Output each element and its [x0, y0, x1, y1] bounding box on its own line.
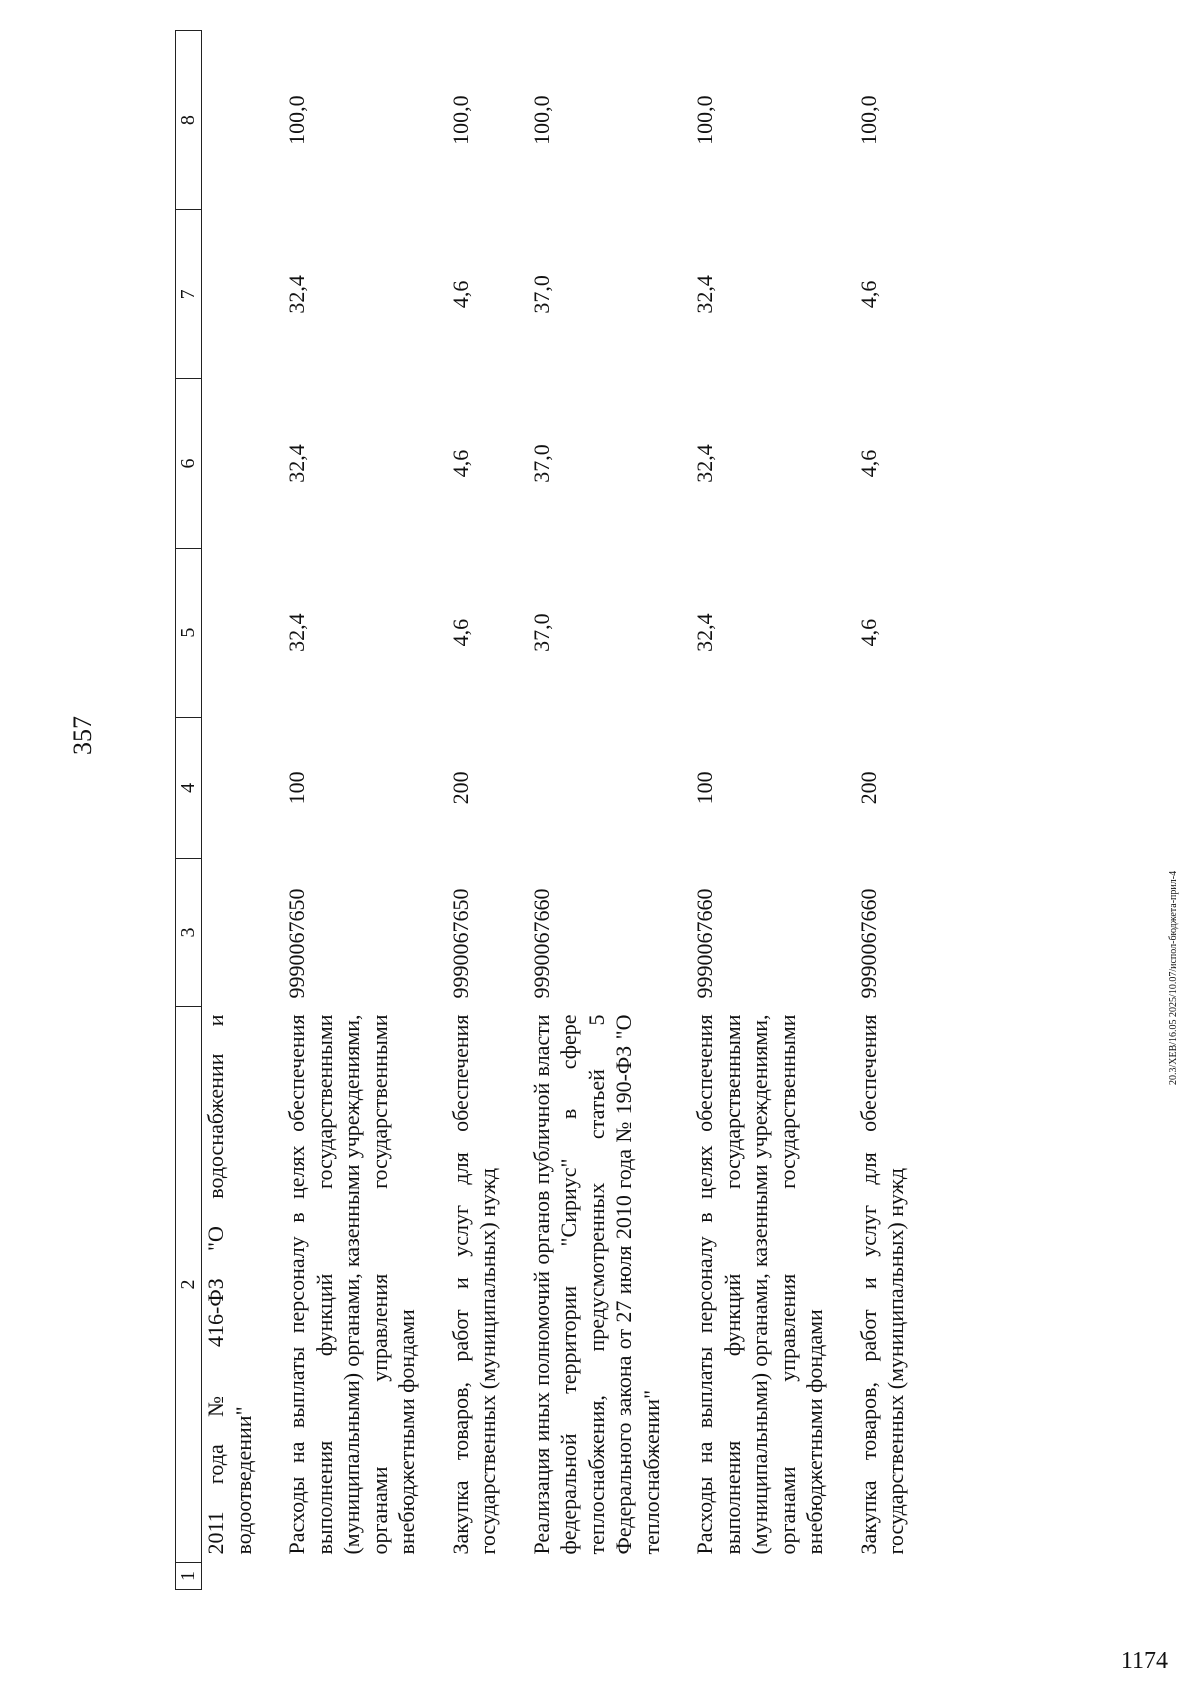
row-number	[275, 1563, 439, 1590]
row-percent: 100,0	[692, 95, 717, 145]
table-row	[202, 31, 276, 1590]
row-expense-type: 200	[447, 771, 473, 805]
row-number	[520, 1563, 684, 1590]
header-cell: 3	[176, 859, 202, 1007]
row-number	[202, 1563, 276, 1590]
row-percent: 100,0	[284, 95, 309, 145]
row-value-5: 32,4	[284, 613, 309, 652]
row-percent	[202, 31, 276, 210]
row-expense-type	[520, 717, 684, 858]
row-value-6: 32,4	[692, 444, 717, 483]
row-description: Реализация иных полномочий органов публичной власти федеральной территории "Сириус" в сфере теплоснабжения, предусмотренных статьей 5 Федерального закона от 27 июля 2010 года № 190-ФЗ "О теплоснабжении"	[528, 1014, 664, 1555]
row-target-code: 9990067650	[447, 888, 473, 999]
row-percent: 100,0	[447, 95, 473, 145]
table-row	[683, 31, 847, 1590]
row-target-code: 9990067660	[855, 888, 881, 999]
row-description: 2011 года № 416-ФЗ "О водоснабжении и водоотведении"	[203, 1014, 256, 1555]
table-row	[520, 31, 684, 1590]
row-target-code	[202, 859, 276, 1007]
row-number	[847, 1563, 928, 1590]
header-cell: 8	[176, 31, 202, 210]
row-value-5: 4,6	[855, 618, 881, 647]
row-value-5: 37,0	[528, 613, 554, 652]
budget-sheet	[175, 30, 995, 1590]
row-value-5: 4,6	[447, 618, 473, 647]
row-expense-type: 100	[692, 771, 717, 805]
header-cell: 6	[176, 379, 202, 548]
row-description: Закупка товаров, работ и услуг для обеспечения государственных (муниципальных) нужд	[447, 1014, 500, 1555]
header-cell: 2	[176, 1006, 202, 1562]
row-value-7: 4,6	[855, 280, 881, 309]
header-cell: 7	[176, 210, 202, 379]
table-row	[847, 31, 928, 1590]
table-row	[439, 31, 520, 1590]
row-value-6: 4,6	[447, 449, 473, 478]
row-target-code: 9990067650	[284, 888, 309, 999]
row-percent: 100,0	[528, 95, 554, 145]
row-value-7: 37,0	[528, 275, 554, 314]
row-description: Расходы на выплаты персоналу в целях обеспечения выполнения функций государственными (муниципальными) органами, казенными учреждениями, органами управления государственными внебюджетными фондами	[284, 1014, 419, 1555]
row-value-6: 37,0	[528, 444, 554, 483]
header-cell: 4	[176, 717, 202, 858]
row-value-7: 4,6	[447, 280, 473, 309]
row-target-code: 9990067660	[692, 888, 717, 999]
row-description: Расходы на выплаты персоналу в целях обеспечения выполнения функций государственными (муниципальными) органами, казенными учреждениями, органами управления государственными внебюджетными фондами	[692, 1014, 827, 1555]
row-value-7: 32,4	[284, 275, 309, 314]
row-percent: 100,0	[855, 95, 881, 145]
row-number	[439, 1563, 520, 1590]
row-expense-type: 100	[284, 771, 309, 805]
row-target-code: 9990067660	[528, 888, 554, 999]
row-value-7	[202, 210, 276, 379]
row-value-6	[202, 379, 276, 548]
footer-document-code: 20.3/ХЕВ/16.05 2025/10.07/испол-бюджета-прил-4	[1168, 870, 1179, 1085]
page-top-number: 357	[68, 716, 97, 755]
row-value-7: 32,4	[692, 275, 717, 314]
row-expense-type	[202, 717, 276, 858]
row-value-5: 32,4	[692, 613, 717, 652]
table-row	[275, 31, 439, 1590]
row-number	[683, 1563, 847, 1590]
row-value-5	[202, 548, 276, 717]
row-value-6: 4,6	[855, 449, 881, 478]
row-value-6: 32,4	[284, 444, 309, 483]
budget-table	[175, 30, 928, 1590]
header-cell: 1	[176, 1563, 202, 1590]
page-bottom-number: 1174	[1120, 1648, 1168, 1674]
header-cell: 5	[176, 548, 202, 717]
row-expense-type: 200	[855, 771, 881, 805]
header-row	[176, 31, 202, 1590]
row-description: Закупка товаров, работ и услуг для обеспечения государственных (муниципальных) нужд	[855, 1014, 908, 1555]
